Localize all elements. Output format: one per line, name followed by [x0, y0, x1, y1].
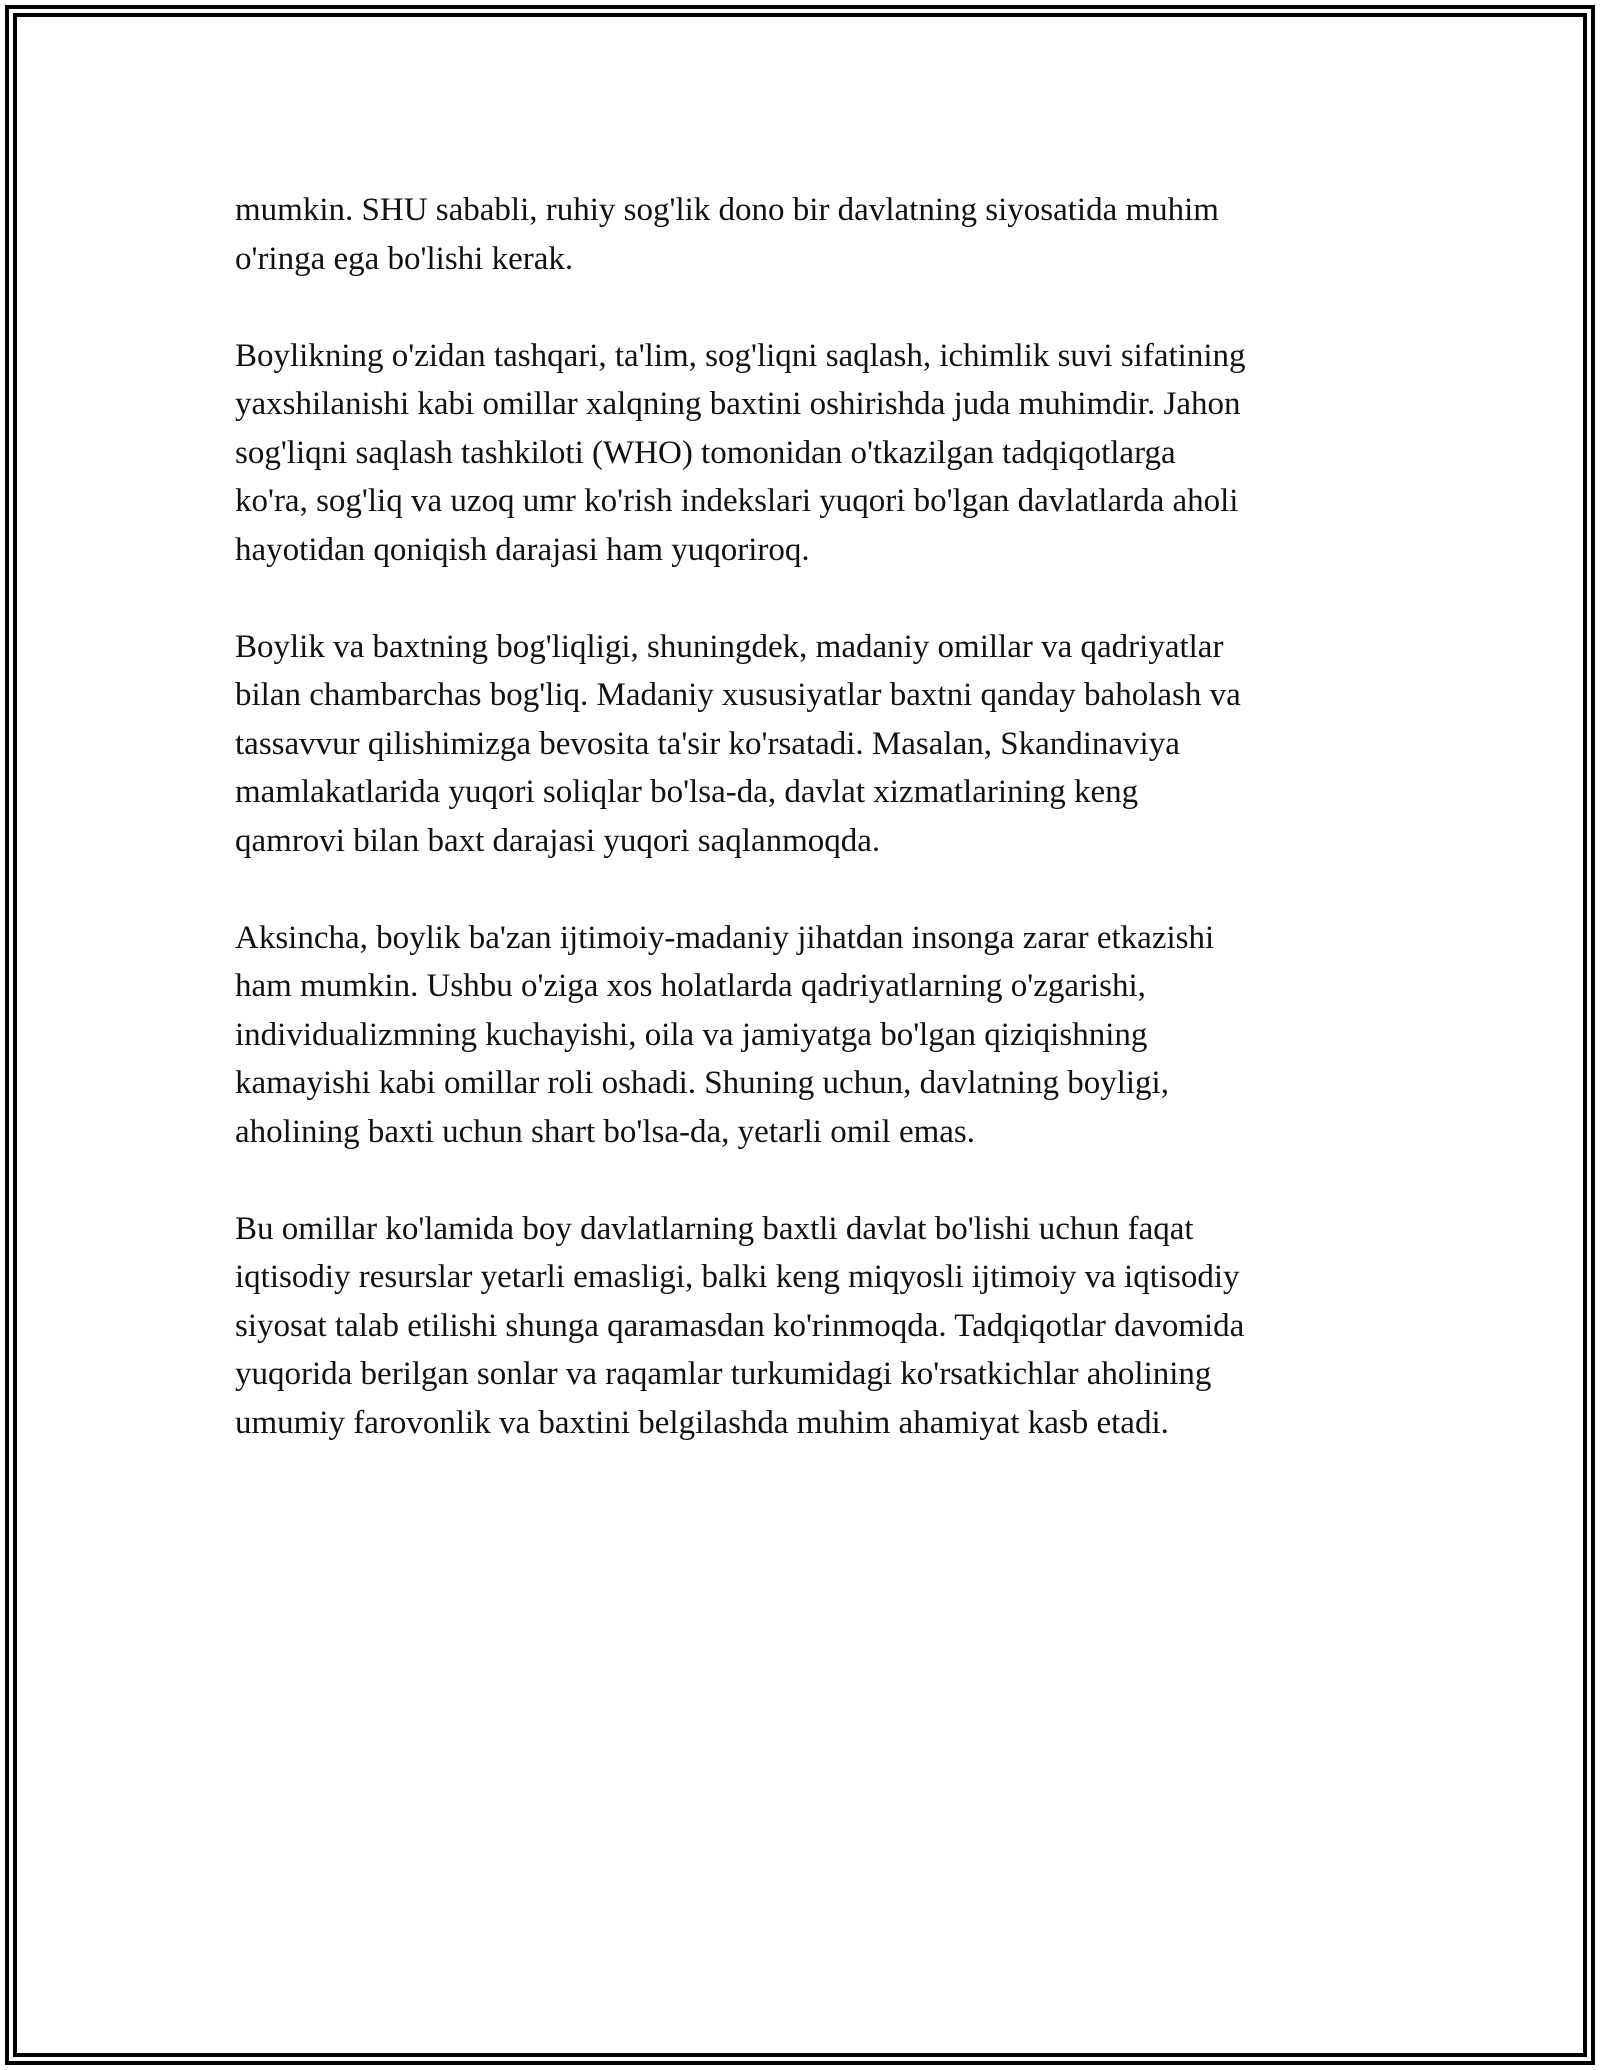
text-line: sog'liqni saqlash tashkiloti (WHO) tomonidan o'tkazilgan tadqiqotlarga — [235, 434, 1176, 471]
text-line: kamayishi kabi omillar roli oshadi. Shuning uchun, davlatning boyligi, — [235, 1065, 1169, 1101]
paragraph-5 — [235, 1205, 1375, 1448]
text-line: aholining baxti uchun shart bo'lsa-da, yetarli omil emas. — [235, 1113, 976, 1150]
text-line: bilan chambarchas bog'liq. Madaniy xususiyatlar baxtni qanday baholash va — [235, 677, 1241, 713]
paragraph-3 — [235, 623, 1375, 866]
paragraph-2 — [235, 332, 1375, 575]
text-line: ko'ra, sog'liq va uzoq umr ko'rish indekslari yuqori bo'lgan davlatlarda aholi — [235, 483, 1239, 519]
text-line: siyosat talab etilishi shunga qaramasdan ko'rinmoqda. Tadqiqotlar davomida — [235, 1307, 1245, 1344]
text-line: ham mumkin. Ushbu o'ziga xos holatlarda qadriyatlarning o'zgarishi, — [235, 968, 1146, 1004]
text-line: Aksincha, boylik ba'zan ijtimoiy-madaniy jihatdan insonga zarar etkazishi — [235, 919, 1215, 956]
text-line: umumiy farovonlik va baxtini belgilashda muhim ahamiyat kasb etadi. — [235, 1404, 1169, 1441]
text-line: o'ringa ega bo'lishi kerak. — [235, 240, 574, 277]
text-line: Bu omillar ko'lamida boy davlatlarning baxtli davlat bo'lishi uchun faqat — [235, 1210, 1194, 1247]
text-line: qamrovi bilan baxt darajasi yuqori saqlanmoqda. — [235, 822, 881, 859]
text-line: mumkin. SHU sababli, ruhiy sog'lik dono bir davlatning siyosatida muhim — [235, 192, 1219, 228]
document-body — [235, 186, 1375, 1447]
text-line: individualizmning kuchayishi, oila va jamiyatga bo'lgan qiziqishning — [235, 1016, 1148, 1053]
paragraph-1 — [235, 186, 1375, 283]
text-line: Boylikning o'zidan tashqari, ta'lim, sog'liqni saqlash, ichimlik suvi sifatining — [235, 337, 1246, 374]
text-line: tassavvur qilishimizga bevosita ta'sir ko'rsatadi. Masalan, Skandinaviya — [235, 725, 1180, 762]
text-line: iqtisodiy resurslar yetarli emasligi, balki keng miqyosli ijtimoiy va iqtisodiy — [235, 1259, 1240, 1295]
text-line: hayotidan qoniqish darajasi ham yuqoriroq. — [235, 531, 810, 568]
text-line: mamlakatlarida yuqori soliqlar bo'lsa-da, davlat xizmatlarining keng — [235, 774, 1139, 810]
text-line: yuqorida berilgan sonlar va raqamlar turkumidagi ko'rsatkichlar aholining — [235, 1356, 1212, 1392]
text-line: yaxshilanishi kabi omillar xalqning baxtini oshirishda juda muhimdir. Jahon — [235, 386, 1241, 422]
text-line: Boylik va baxtning bog'liqligi, shuningdek, madaniy omillar va qadriyatlar — [235, 628, 1224, 665]
paragraph-4 — [235, 914, 1375, 1157]
